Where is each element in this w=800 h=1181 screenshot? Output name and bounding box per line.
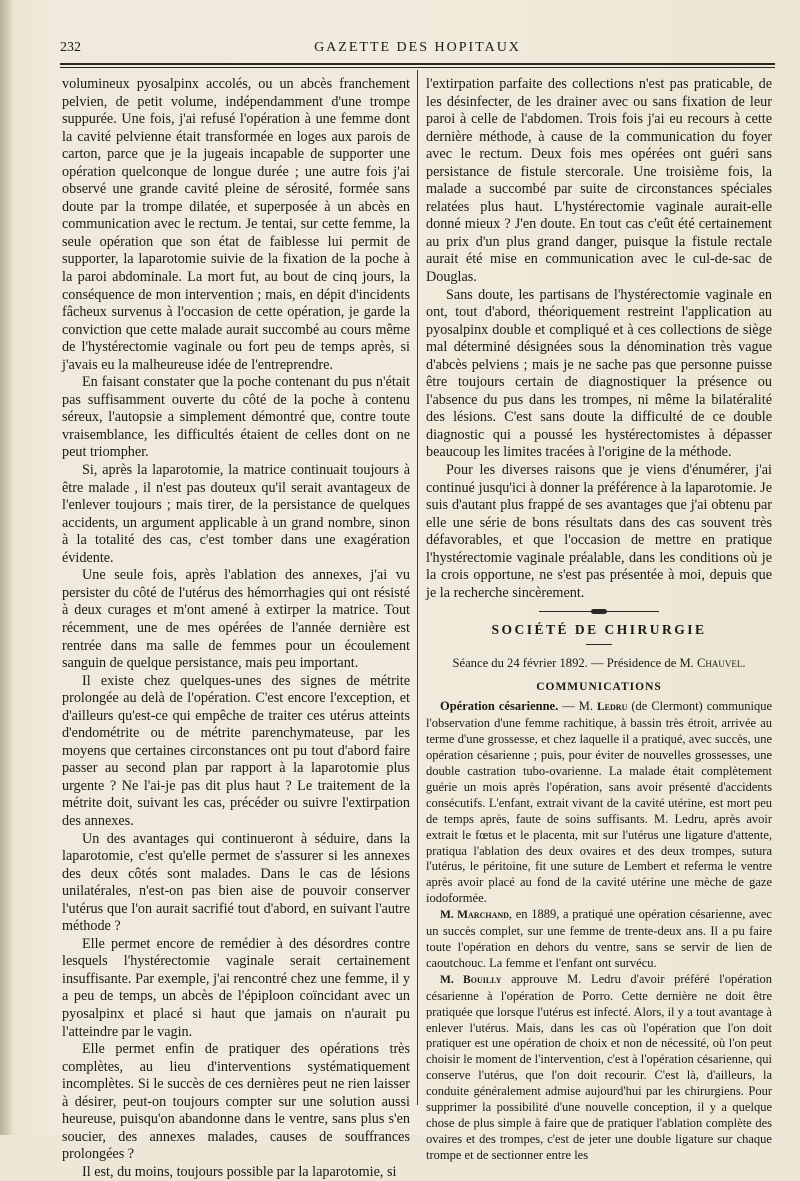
paragraph: Un des avantages qui continueront à séduire, dans la laparotomie, c'est qu'elle permet de s'assurer si les annexes des deux côtés sont malades. Dans le cas de lésions unilatérales, n'est-on pas bien aise de pouvoir conserver l'utérus que l'on aurait sacrifié tout d'abord, en suivant l'autre méthode ? (62, 830, 410, 935)
speaker-prefix: M. (440, 909, 458, 922)
text-fragment: — M. (558, 699, 598, 714)
session-line (426, 655, 772, 671)
speaker-name: Marchand (457, 909, 509, 922)
paragraph: volumineux pyosalpinx accolés, ou un abcès franchement pelvien, de petit volume, indépendamment d'une trompe suppurée. Une fois, j'ai refusé l'opération à une femme dont la cavité pelvienne était transformée en loges aux parois de carton, parce que je la jugeais incapable de supporter une opération quelconque de longue durée ; une autre fois j'ai observé une grande cavité pleine de sérosité, formée sans doute par la trompe dilatée, et superposée à un abcès en communication avec le rectum. Je tentai, sur cette femme, la seule opération que son état de faiblesse lui permit de supporter, la laparotomie suivie de la fixation de la poche à la paroi abdominale. La mort fut, au bout de cinq jours, la conséquence de mon intervention ; mais, en dépit d'incidents fâcheux survenus à l'occasion de cette opération, je garde la conviction que cette malade aurait succombé au cours même de l'hystérectomie vaginale ou fort peu de temps après, si j'avais eu la malheureuse idée de l'entreprendre. (62, 76, 410, 373)
communications-body (426, 699, 772, 1163)
section-separator (539, 611, 659, 612)
president-name: Chauvel. (696, 656, 746, 671)
communications-heading: COMMUNICATIONS (536, 681, 662, 694)
right-column (426, 76, 772, 1164)
page-header (60, 40, 775, 60)
paragraph: l'extirpation parfaite des collections n'est pas praticable, de les désinfecter, de les drainer avec ou sans fixation de leur paroi à celle de l'abdomen. Trois fois j'ai eu recours à cette dernière méthode, à cause de la communication du foyer avec le rectum. Deux fois mes opérées ont guéri sans persistance de fistule stercorale. Une troisième fois, la malade a succombé par suite de circonstances spéciales relatées plus haut. L'hystérectomie vaginale aurait-elle donné mieux ? J'en doute. En tout cas c'eût été certainement au prix d'un plus grand danger, puisque la fistule rectale aurait été mise en communication avec le cul-de-sac de Douglas. (426, 76, 772, 286)
section-title: SOCIÉTÉ DE CHIRURGIE (491, 622, 707, 638)
speaker-name: Bouilly (463, 973, 502, 986)
header-rule (60, 63, 775, 65)
session-text: Séance du 24 février 1892. — Présidence de M. (452, 656, 697, 671)
article-title: Opération césarienne. (440, 699, 559, 714)
paragraph: Si, après la laparotomie, la matrice continuait toujours à être malade , il n'est pas douteux qu'il serait avantageux de l'enlever toujours ; mais tirer, de la persistance de quelques accidents, un argument applicable à un grand nombre, sinon à la totalité des cas, c'est tomber dans une exagération évidente. (62, 462, 410, 566)
left-column (62, 76, 410, 1181)
paragraph: Une seule fois, après l'ablation des annexes, j'ai vu persister du côté de l'utérus des hémorrhagies qui ont résisté à deux curages et m'ont amené à extirper la matrice. Tout récemment, une de mes opérées de l'année dernière est rentrée dans ma salle de femmes pour un écoulement sanguin de quelque persistance, mais peu important. (62, 567, 410, 672)
binding-edge (0, 0, 12, 1135)
paragraph: Pour les diverses raisons que je viens d'énumérer, j'ai continué jusqu'ici à donner la préférence à la laparotomie. Je suis d'autant plus frappé de ses avantages que j'ai obtenu par elle une série de bons résultats dans des cas souvent très défavorables, et que l'occasion de mettre en pratique l'hystérectomie vaginale préalable, dans les conditions où je la crois opportune, ne s'est pas présentée à moi, depuis que je la recherche sincèrement. (426, 462, 772, 601)
paragraph: Sans doute, les partisans de l'hystérectomie vaginale en ont, tout d'abord, théoriquement restreint l'application au pyosalpinx double et compliqué et à ces collections de siège mal déterminé désignées sous la dénomination très vague d'abcès pelviens ; mais je ne sache pas que personne puisse être toujours certain de diagnostiquer la présence ou l'absence du pus dans les trompes, ni même la bilatéralité des lésions. C'est sans doute la difficulté de ce double diagnostic qui a poussé les hystérectomistes à dépasser beaucoup les limites tracées à l'origine de la méthode. (426, 286, 772, 461)
speaker-prefix: M. (440, 973, 464, 986)
title-rule (586, 644, 612, 645)
header-rule-thin (60, 67, 775, 68)
paragraph: Il est, du moins, toujours possible par la laparotomie, si (82, 1163, 397, 1180)
paragraph: En faisant constater que la poche contenant du pus n'était pas suffisamment ouverte du côté de la poche à contenu séreux, l'autopsie a simplement démontré que, contre toute vraisemblance, les difficultés étaient de celles dont on ne peut triompher. (62, 374, 410, 461)
text-fragment: (de Clermont) communique l'observation d'une femme rachitique, à bassin très étroit, arrivée au terme d'une grossesse, et chez laquelle il a pratiqué, avec succès, une opération césarienne ; puis, pour éviter de nouvelles grossesses, une double castration tubo-ovarienne. La malade était complètement guérie un mois après l'opération, sans avoir présenté d'accidents consécutifs. L'enfant, extrait vivant de la cavité utérine, est mort peu de temps après, faute de soins suffisants. M. Ledru, après avoir extrait le fœtus et le placenta, mit sur l'utérus une ligature d'attente, pratiqua l'ablation des deux ovaires et des deux trompes, sutura l'utérus, le péritoine, fit une suture de Lembert et referma le ventre après avoir placé au fond de la cavité utérine une mèche de gaze iodoformée. (426, 699, 772, 906)
paragraph: Elle permet enfin de pratiquer des opérations très complètes, au lieu d'interventions systématiquement incomplètes. Si le succès de ces dernières peut ne rien laisser à désirer, peut-on toujours compter sur une solution aussi heureuse, puisqu'on abandonne dans le ventre, sans plus s'en soucier, des annexes malades, causes de souffrances prolongées ? (62, 1041, 410, 1163)
paragraph (426, 907, 772, 972)
text-fragment: , en 1889, a pratiqué une opération césarienne, avec un succès complet, sur une femme de trente-deux ans. Il a pu faire toute l'opération en dehors du ventre, sans se servir de lien de caoutchouc. La femme et l'enfant ont survécu. (426, 907, 772, 970)
journal-title: GAZETTE DES HOPITAUX (314, 40, 521, 55)
paragraph: Il existe chez quelques-unes des signes de métrite prolongée au delà de l'opération. C'est encore l'exception, et d'ailleurs qu'est-ce qui empêche de traiter ces utérus atteints d'endométrite ou de métrite parenchymateuse, par les moyens que certaines circonstances ont pu tout d'abord faire passer au second plan par rapport à la laparotomie plus urgente ? Ne l'ai-je pas dit plus haut ? Le traitement de la métrite doit, suivant les cas, précéder ou suivre l'extirpation des annexes. (62, 672, 410, 829)
column-divider (417, 70, 418, 1105)
paragraph (426, 699, 772, 907)
paragraph: Elle permet encore de remédier à des désordres contre lesquels l'hystérectomie vaginale serait certainement insuffisante. Par exemple, j'ai rencontré chez une femme, il y a peu de temps, un abcès de l'épiploon coïncidant avec un pyosalpinx et placé si haut que jamais on n'aurait pu l'atteindre par le vagin. (62, 935, 410, 1040)
page-number: 232 (60, 40, 81, 55)
speaker-name: Ledru (597, 701, 628, 714)
text-fragment: approuve M. Ledru d'avoir préféré l'opération césarienne à l'opération de Porro. Cette dernière ne doit être pratiquée que lorsque l'utérus est infecté. Alors, il y a tout avantage à enlever l'utérus. Mais, dans les cas où l'opération que l'on doit pratiquer est une opération de choix et non de nécessité, où l'on peut choisir le moment de l'intervention, c'est à l'opération césarienne, qui conserve l'utérus, que l'on doit recourir. C'est là, d'ailleurs, la conduite généralement admise aujourd'hui par les chirurgiens. Pour supprimer la possibilité d'une nouvelle conception, il y a quelque chose de plus simple à faire que de pratiquer l'ablation complète des ovaires et des trompes, c'est de jeter une double ligature sur chaque trompe et de sectionner entre les (426, 971, 773, 1162)
